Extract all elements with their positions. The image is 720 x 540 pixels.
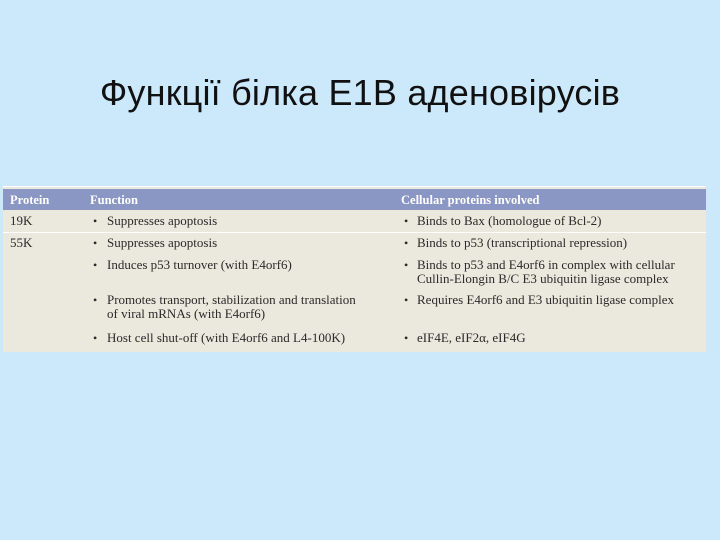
header-protein: Protein bbox=[10, 193, 50, 207]
cellular-item: Requires E4orf6 and E3 ubiquitin ligase complex bbox=[417, 292, 675, 307]
protein-cell: 55K bbox=[10, 235, 33, 250]
function-item: Suppresses apoptosis bbox=[107, 235, 218, 250]
function-item: Promotes transport, stabilization and translation bbox=[107, 292, 356, 307]
header-function: Function bbox=[90, 193, 138, 207]
bullet-marker: • bbox=[404, 331, 409, 345]
protein-function-table bbox=[3, 186, 706, 352]
row-divider bbox=[3, 232, 706, 233]
function-item: Suppresses apoptosis bbox=[107, 213, 218, 228]
table-header-row bbox=[3, 189, 706, 210]
bullet-marker: • bbox=[404, 293, 409, 307]
bullet-marker: • bbox=[93, 293, 98, 307]
bullet-marker: • bbox=[93, 236, 98, 250]
bullet-marker: • bbox=[93, 331, 98, 345]
bullet-marker: • bbox=[404, 214, 409, 228]
cellular-item: Binds to p53 (transcriptional repression) bbox=[417, 235, 628, 250]
function-item: Host cell shut-off (with E4orf6 and L4-100K) bbox=[107, 330, 346, 345]
cellular-item: eIF4E, eIF2α, eIF4G bbox=[417, 330, 526, 345]
cellular-item: Binds to Bax (homologue of Bcl-2) bbox=[417, 213, 602, 228]
function-item: Induces p53 turnover (with E4orf6) bbox=[107, 257, 292, 272]
bullet-marker: • bbox=[93, 258, 98, 272]
cellular-item: Binds to p53 and E4orf6 in complex with cellular bbox=[417, 257, 675, 272]
protein-cell: 19K bbox=[10, 213, 33, 228]
bullet-marker: • bbox=[404, 258, 409, 272]
cellular-item-continued: Cullin-Elongin B/C E3 ubiquitin ligase complex bbox=[417, 271, 669, 286]
header-cellular-proteins: Cellular proteins involved bbox=[401, 193, 540, 207]
bullet-marker: • bbox=[404, 236, 409, 250]
slide-title: Функції білка Е1В аденовірусів bbox=[99, 72, 621, 113]
function-item-continued: of viral mRNAs (with E4orf6) bbox=[107, 306, 266, 321]
bullet-marker: • bbox=[93, 214, 98, 228]
